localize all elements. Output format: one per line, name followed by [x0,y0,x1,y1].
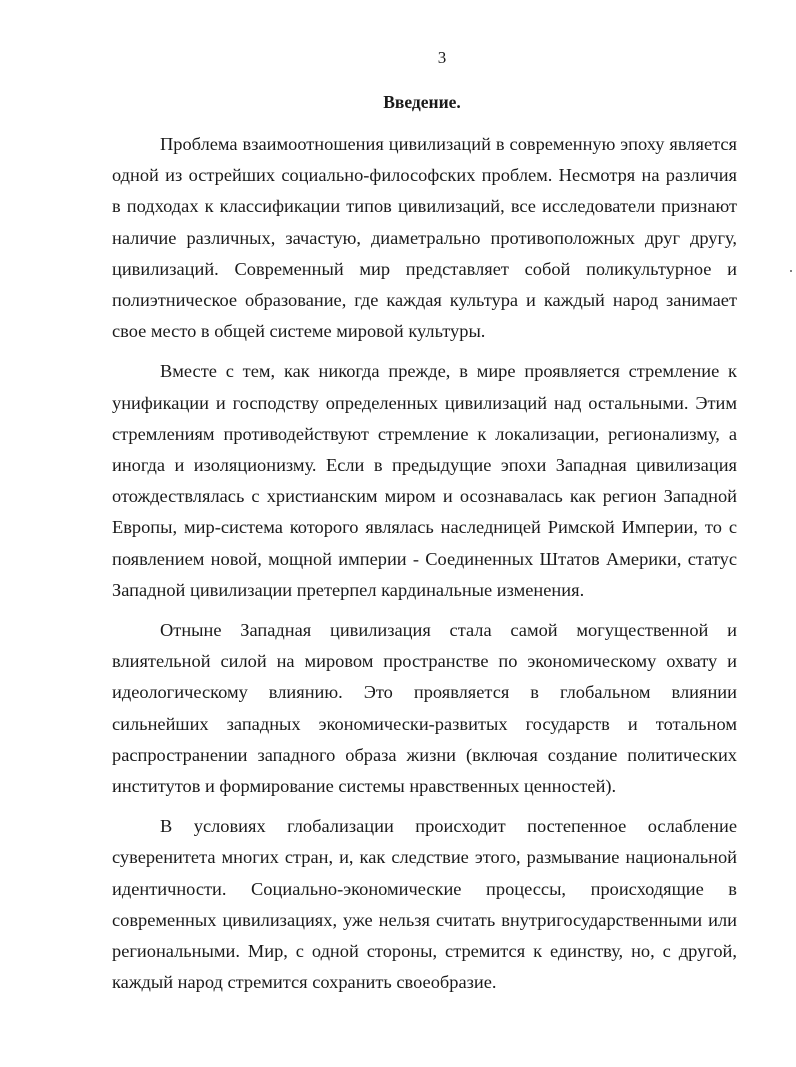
page-number: 3 [437,48,447,67]
paragraph: Отныне Западная цивилизация стала самой могущественной и влиятельной силой на мировом пространстве по экономическому охвату и идеологическому влиянию. Это проявляется в глобальном влиянии сильнейших западных экономически-развитых государств и тотальном распространении западного образа жизни (включая создание политических институтов и формирование системы нравственных ценностей). [112,620,737,797]
paragraph: Проблема взаимоотношения цивилизаций в современную эпоху является одной из острейших социально-философских проблем. Несмотря на различия в подходах к классификации типов цивилизаций, все исследователи признают наличие различных, зачастую, диаметрально противоположных друг другу, цивилизаций. Современный мир представляет собой поликультурное и полиэтническое образование, где каждая культура и каждый народ занимает свое место в общей системе мировой культуры. [112,134,737,342]
document-body [112,129,737,998]
paragraph: В условиях глобализации происходит постепенное ослабление суверенитета многих стран, и, как следствие этого, размывание национальной идентичности. Социально-экономические процессы, происходящие в современных цивилизациях, уже нельзя считать внутригосударственными или региональными. Мир, с одной стороны, стремится к единству, но, с другой, каждый народ стремится сохранить своеобразие. [112,816,737,993]
page-title: Введение. [383,92,461,112]
paragraph: Вместе с тем, как никогда прежде, в мире проявляется стремление к унификации и господству определенных цивилизаций над остальными. Этим стремлениям противодействуют стремление к локализации, регионализму, а иногда и изоляционизму. Если в предыдущие эпохи Западная цивилизация отождествлялась с христианским миром и осознавалась как регион Западной Европы, мир-система которого являлась наследницей Римской Империи, то с появлением новой, мощной империи - Соединенных Штатов Америки, статус Западной цивилизации претерпел кардинальные изменения. [112,361,737,600]
scan-artifact [790,270,792,272]
